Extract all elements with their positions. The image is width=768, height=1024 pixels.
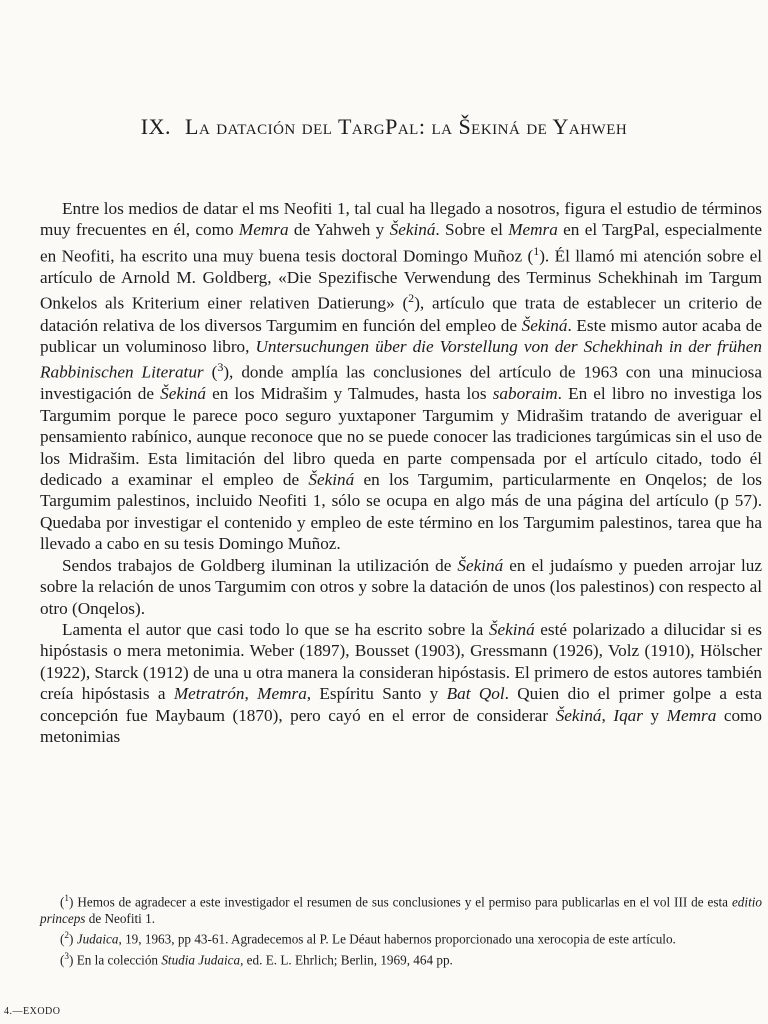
text-run: . Sobre el — [435, 220, 509, 240]
note-ref: 2 — [64, 930, 70, 941]
paragraph — [40, 555, 762, 619]
italic-run: Šekiná — [521, 315, 568, 335]
text-run: ( — [60, 952, 65, 968]
text-run: Entre los medios de datar el ms Neofiti 1, tal cual ha llegado a nosotros, figura el estudio de términos muy frecuentes en él, como — [40, 199, 762, 240]
note-ref: 3 — [217, 360, 224, 375]
text-run: ) En la colección — [69, 952, 162, 968]
text-run: esté polarizado a dilucidar si es hipóstasis o mera metonimia. Weber (1897), Bousset (1903), Gressmann (1926), Volz (1910), Hölscher (1922), Starck (1912) de una u otra manera la consideran hipóstasis. El primero de estos autores también creía hipóstasis a — [40, 619, 762, 704]
italic-run: Memra — [257, 684, 307, 704]
italic-run: Memra — [238, 220, 289, 240]
italic-run: Šekiná — [488, 619, 535, 639]
text-run: como metonimias — [40, 705, 763, 746]
italic-run: Šekiná — [160, 384, 206, 404]
text-run: ) Hemos de agradecer a este investigador el resumen de sus conclusiones y el permiso para publicarlas en el vol III de esta — [69, 894, 732, 910]
text-run: Sendos trabajos de Goldberg iluminan la utilización de — [62, 555, 458, 575]
chapter-heading — [0, 114, 768, 140]
italic-run: Šekiná — [457, 555, 504, 575]
note-ref: 3 — [64, 950, 70, 961]
italic-run: Memra — [508, 220, 558, 240]
italic-run: Bat Qol — [446, 684, 505, 704]
note-ref: 1 — [64, 893, 70, 903]
text-run: Lamenta el autor que casi todo lo que se ha escrito sobre la — [62, 619, 489, 639]
text-run: , — [601, 705, 614, 725]
italic-run: Untersuchungen über die Vorstellung von der Schekhinah in der frühen Rabbinischen Literatur — [40, 336, 762, 383]
footnotes — [40, 890, 762, 968]
text-run: en los Targumim, particularmente en Onqelos; de los Targumim palestinos, incluido Neofiti 1, sólo se ocupa en algo más de una página del artículo (p 57). Quedaba por investigar el contenido y empleo de este término en los Targumim palestinos, tarea que ha llevado a cabo en su tesis Domingo Muñoz. — [40, 470, 762, 554]
text-run: en el TargPal, especialmente en Neofiti, ha escrito una muy buena tesis doctoral Domingo Muñoz ( — [40, 220, 763, 266]
folio: 4.—EXODO — [4, 1006, 61, 1017]
text-run: . En el libro no investiga los Targumim porque le parece poco seguro yuxtaponer Targumim y Midrašim tratando de averiguar el pensamiento rabínico, aunque reconoce que no se puede conocer las tradiciones targúmicas sin el uso de los Midrašim. Esta limitación del libro queda en parte compensada por el artículo citado, todo él dedicado a examinar el empleo de — [40, 384, 762, 490]
italic-run: Judaica — [76, 931, 119, 947]
text-run: ( — [60, 894, 65, 910]
italic-run: Studia Judaica — [161, 952, 241, 968]
text-run: , 19, 1963, pp 43-61. Agradecemos al P. Le Déaut habernos proporcionado una xerocopia de este artículo. — [118, 931, 676, 947]
text-run: de Yahweh y — [288, 220, 390, 240]
text-run: y — [642, 705, 667, 725]
chapter-number: IX. — [140, 114, 171, 139]
italic-run: Šekiná — [389, 220, 436, 240]
text-run: , — [244, 684, 258, 704]
text-run: ), donde amplía las conclusiones del artículo de 1963 con una minuciosa investigación de — [40, 363, 762, 404]
text-run: ). Él llamó mi atención sobre el artículo de Arnold M. Goldberg, «Die Spezifische Verwendung des Terminus Schekhinah im Targum Onkelos als Kriterium einer relativen Datierung» ( — [40, 246, 762, 314]
italic-run: saboraim — [492, 384, 558, 404]
text-run: ( — [60, 931, 65, 947]
italic-run: Memra — [666, 705, 717, 725]
text-run: , ed. E. L. Ehrlich; Berlin, 1969, 464 pp. — [240, 952, 453, 968]
note-ref: 2 — [408, 291, 415, 306]
italic-run: Metratrón — [173, 684, 245, 704]
chapter-title: La datación del TargPal: la Šekiná de Yahweh — [185, 114, 628, 139]
italic-run: Šekiná — [555, 705, 602, 725]
text-run: en el judaísmo y pueden arrojar luz sobre la relación de unos Targumim con otros y sobre la datación de unos (los palestinos) con respecto al otro (Onqelos). — [40, 555, 762, 618]
text-run: . Este mismo autor acaba de publicar un voluminoso libro, — [40, 315, 762, 356]
text-run: de Neofiti 1. — [85, 911, 156, 927]
italic-run: editio princeps — [40, 894, 762, 927]
text-run: , Espíritu Santo y — [306, 684, 447, 704]
text-run: ( — [203, 363, 218, 383]
italic-run: Šekiná — [308, 470, 355, 490]
text-run: ), artículo que trata de establecer un criterio de datación relativa de los diversos Targumim en función del empleo de — [40, 294, 762, 335]
body-text — [40, 198, 762, 747]
note-ref: 1 — [533, 243, 540, 258]
paragraph — [40, 619, 762, 747]
text-run: . Quien dio el primer golpe a esta concepción fue Maybaum (1870), pero cayó en el error de considerar — [40, 684, 763, 725]
text-run: en los Midrašim y Talmudes, hasta los — [205, 384, 493, 404]
italic-run: Iqar — [613, 705, 643, 725]
paragraph — [40, 198, 762, 555]
footnote — [40, 927, 762, 947]
footnote — [40, 890, 762, 927]
footnote — [40, 948, 762, 968]
text-run: ) — [69, 931, 77, 947]
